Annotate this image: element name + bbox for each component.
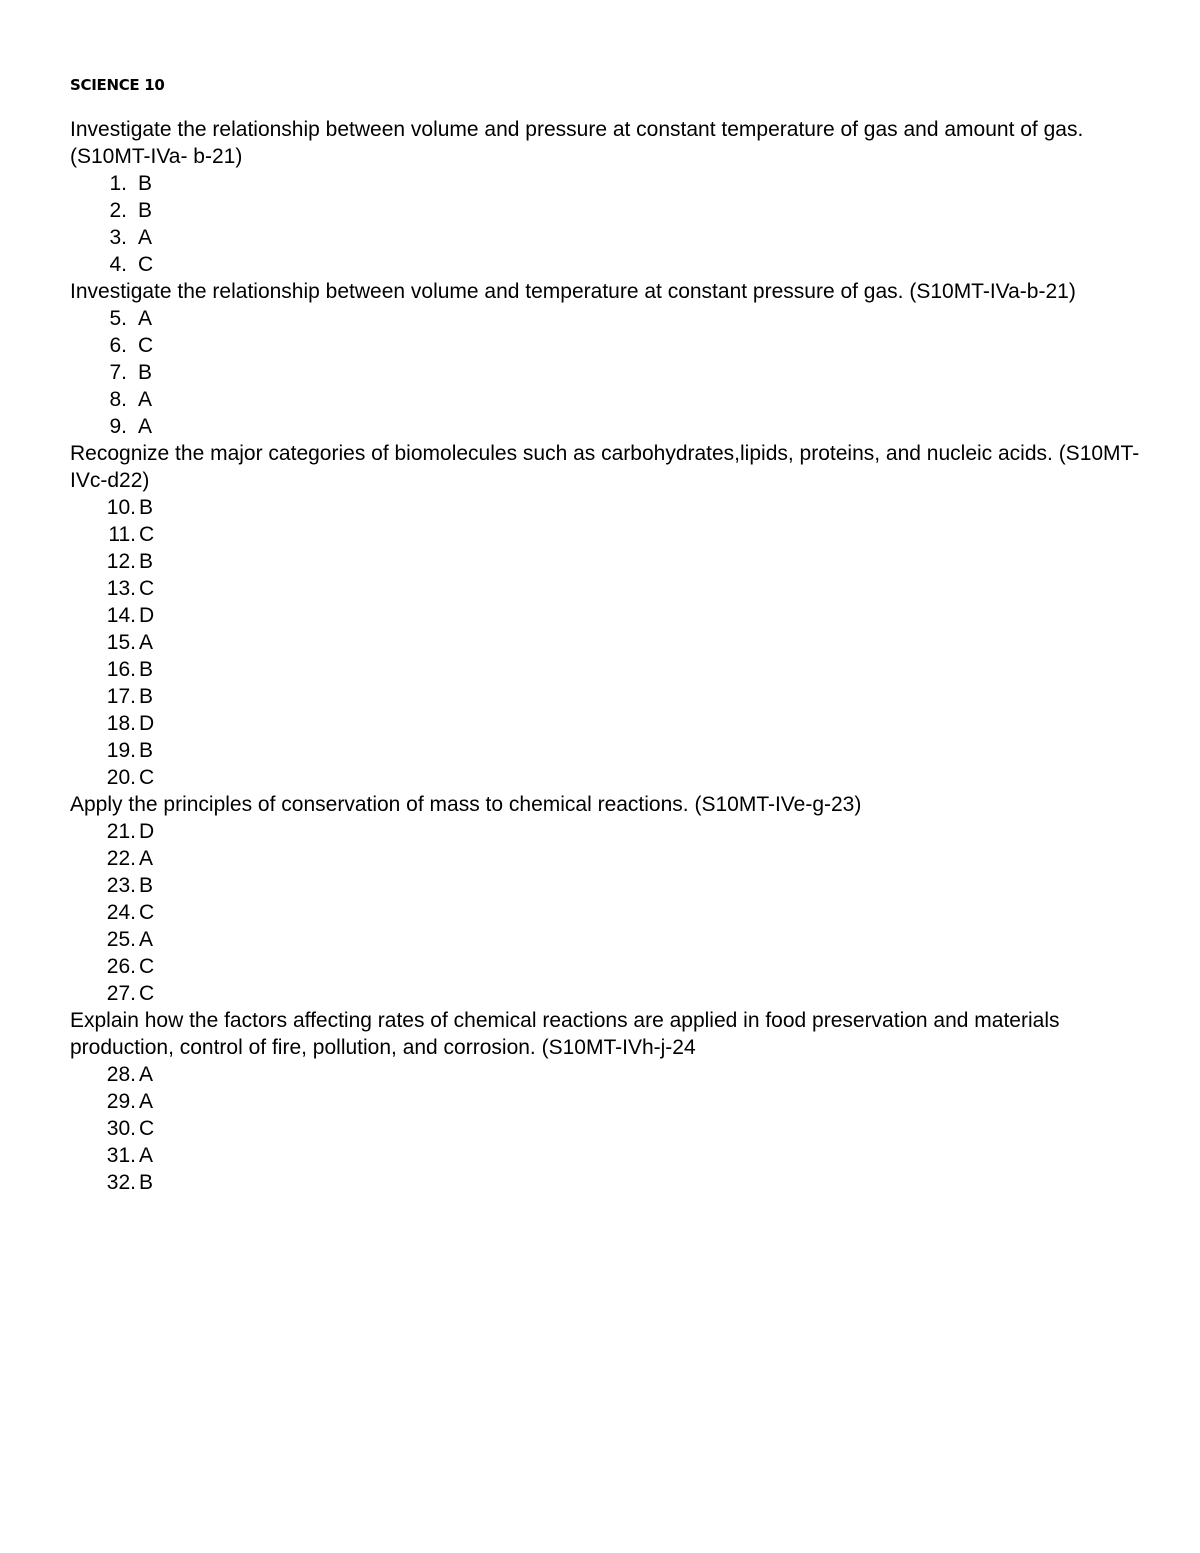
answer-list	[70, 1061, 1140, 1196]
answer-number: 17.	[106, 685, 136, 708]
answer-number: 12.	[106, 550, 136, 573]
answer-number: 29.	[106, 1090, 136, 1113]
answer-number: 8.	[109, 388, 127, 411]
answer-letter: D	[139, 820, 155, 843]
answer-number: 18.	[106, 712, 136, 735]
answer-item	[70, 1115, 1140, 1142]
answer-number: 30.	[106, 1117, 136, 1140]
answer-item	[70, 1142, 1140, 1169]
answer-letter: A	[138, 388, 153, 411]
answer-letter: B	[139, 550, 154, 573]
answer-list	[70, 494, 1140, 791]
answer-item	[70, 629, 1140, 656]
answer-number: 15.	[106, 631, 136, 654]
answer-number: 25.	[106, 928, 136, 951]
answer-item	[70, 872, 1140, 899]
answer-letter: A	[139, 1090, 154, 1113]
answer-letter: B	[139, 1171, 154, 1194]
answer-letter: C	[139, 901, 155, 924]
answer-number: 2.	[109, 199, 127, 222]
competency-heading: Apply the principles of conservation of mass to chemical reactions. (S10MT-IVe-g-23)	[70, 793, 862, 816]
answer-letter: C	[139, 766, 155, 789]
answer-item	[70, 494, 1140, 521]
section-conservation-of-mass	[70, 791, 1140, 1007]
competency-heading: Investigate the relationship between volume and pressure at constant temperature of gas and amount of gas. (S10MT-IVa- b-21)	[70, 118, 1084, 168]
answer-letter: B	[139, 496, 154, 519]
answer-letter: B	[139, 739, 154, 762]
answer-item	[70, 899, 1140, 926]
answer-number: 22.	[106, 847, 136, 870]
answer-letter: A	[139, 631, 154, 654]
answer-item	[70, 845, 1140, 872]
answer-letter: C	[138, 253, 154, 276]
section-biomolecules	[70, 440, 1140, 791]
answer-number: 31.	[106, 1144, 136, 1167]
answer-letter: B	[139, 685, 154, 708]
page-title: SCIENCE 10	[70, 76, 165, 94]
section-gas-temperature	[70, 278, 1140, 440]
answer-letter: A	[139, 1063, 154, 1086]
answer-item	[70, 602, 1140, 629]
answer-letter: A	[139, 928, 154, 951]
answer-letter: D	[139, 712, 155, 735]
answer-number: 1.	[109, 172, 127, 195]
answer-item	[70, 251, 1140, 278]
competency-heading: Explain how the factors affecting rates of chemical reactions are applied in food preservation and materials production, control of fire, pollution, and corrosion. (S10MT-IVh-j-24	[70, 1009, 1060, 1059]
answer-letter: B	[138, 361, 153, 384]
answer-item	[70, 386, 1140, 413]
answer-letter: C	[138, 334, 154, 357]
answer-item	[70, 737, 1140, 764]
answer-number: 7.	[109, 361, 127, 384]
answer-list	[70, 818, 1140, 1007]
answer-letter: A	[139, 1144, 154, 1167]
answer-number: 5.	[109, 307, 127, 330]
answer-number: 23.	[106, 874, 136, 897]
answer-number: 28.	[106, 1063, 136, 1086]
answer-number: 16.	[106, 658, 136, 681]
section-gas-pressure	[70, 116, 1140, 278]
answer-number: 4.	[109, 253, 127, 276]
answer-item	[70, 1061, 1140, 1088]
answer-item	[70, 413, 1140, 440]
answer-item	[70, 170, 1140, 197]
answer-list	[70, 305, 1140, 440]
answer-item	[70, 575, 1140, 602]
answer-letter: A	[138, 307, 153, 330]
answer-letter: B	[139, 874, 154, 897]
answer-number: 9.	[109, 415, 127, 438]
answer-letter: C	[139, 1117, 155, 1140]
answer-item	[70, 197, 1140, 224]
answer-letter: C	[139, 955, 155, 978]
answer-letter: C	[139, 982, 155, 1005]
answer-key-content	[70, 116, 1140, 1196]
answer-number: 24.	[106, 901, 136, 924]
answer-item	[70, 1169, 1140, 1196]
answer-number: 10.	[106, 496, 136, 519]
competency-heading: Recognize the major categories of biomolecules such as carbohydrates,lipids, proteins, and nucleic acids. (S10MT-IVc-d22)	[70, 442, 1140, 492]
answer-item	[70, 710, 1140, 737]
answer-letter: B	[138, 172, 153, 195]
answer-number: 19.	[106, 739, 136, 762]
answer-item	[70, 980, 1140, 1007]
answer-letter: B	[138, 199, 153, 222]
answer-number: 6.	[109, 334, 127, 357]
answer-letter: D	[139, 604, 155, 627]
answer-letter: A	[138, 415, 153, 438]
answer-item	[70, 764, 1140, 791]
answer-item	[70, 224, 1140, 251]
answer-item	[70, 926, 1140, 953]
answer-item	[70, 359, 1140, 386]
answer-number: 32.	[106, 1171, 136, 1194]
answer-number: 11.	[108, 523, 136, 546]
answer-number: 14.	[106, 604, 136, 627]
answer-item	[70, 305, 1140, 332]
answer-letter: A	[139, 847, 154, 870]
answer-letter: B	[139, 658, 154, 681]
answer-item	[70, 521, 1140, 548]
answer-letter: C	[139, 523, 155, 546]
section-reaction-rates	[70, 1007, 1140, 1196]
answer-letter: C	[139, 577, 155, 600]
answer-item	[70, 1088, 1140, 1115]
answer-item	[70, 548, 1140, 575]
answer-item	[70, 683, 1140, 710]
answer-number: 27.	[106, 982, 136, 1005]
answer-list	[70, 170, 1140, 278]
answer-item	[70, 953, 1140, 980]
answer-item	[70, 332, 1140, 359]
answer-item	[70, 818, 1140, 845]
answer-number: 20.	[106, 766, 136, 789]
answer-number: 21.	[106, 820, 136, 843]
answer-letter: A	[138, 226, 153, 249]
answer-number: 26.	[106, 955, 136, 978]
answer-item	[70, 656, 1140, 683]
answer-number: 13.	[106, 577, 136, 600]
answer-number: 3.	[109, 226, 127, 249]
competency-heading: Investigate the relationship between volume and temperature at constant pressure of gas. (S10MT-IVa-b-21)	[70, 280, 1076, 303]
